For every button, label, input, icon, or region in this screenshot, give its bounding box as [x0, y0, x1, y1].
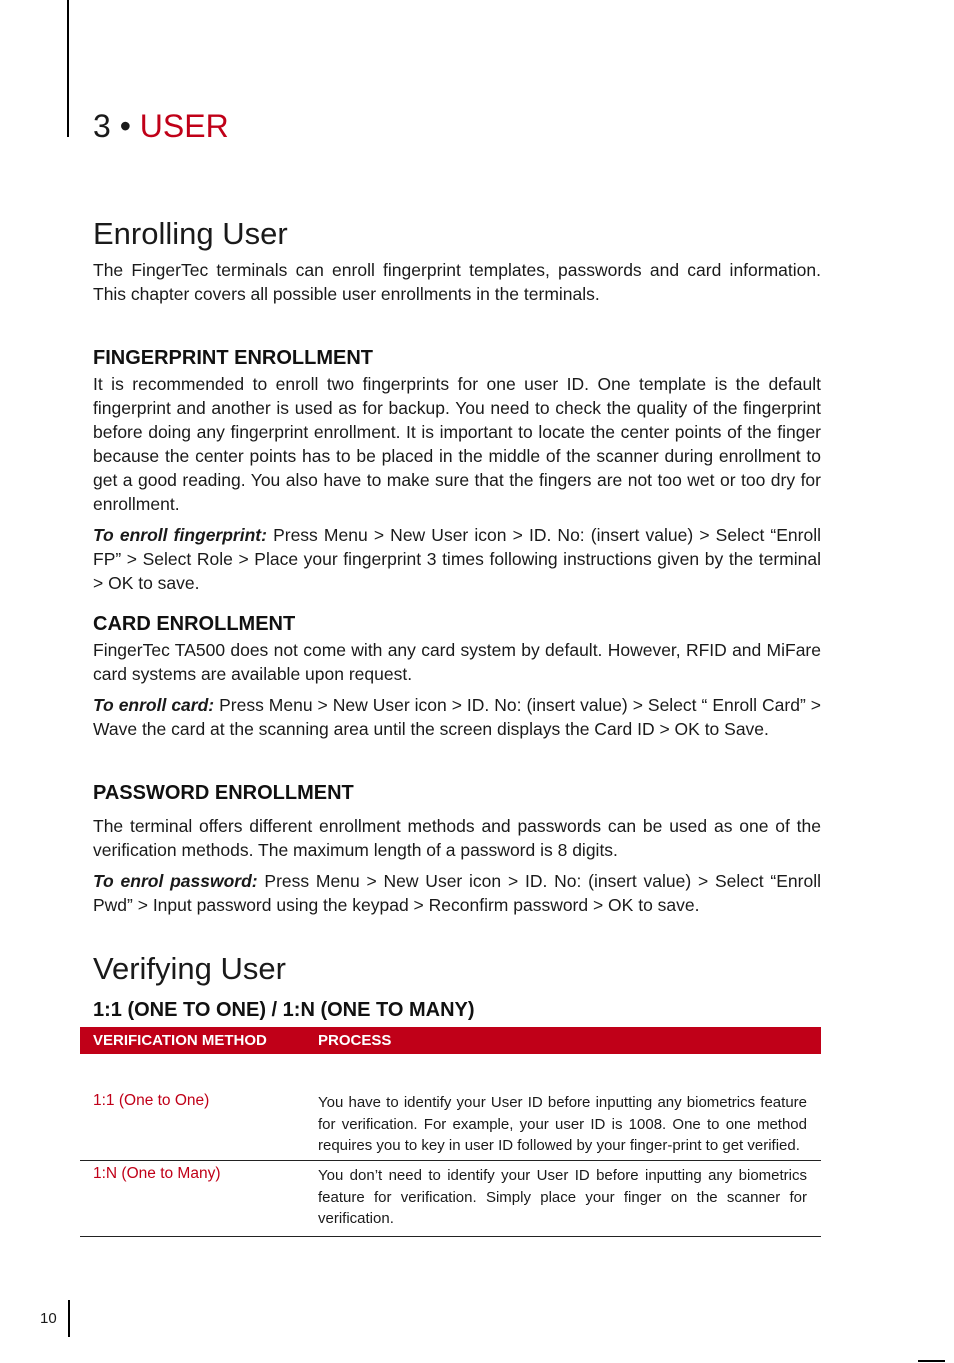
- chapter-number: 3: [93, 108, 111, 144]
- row-method: 1:1 (One to One): [93, 1092, 210, 1109]
- card-steps-text: Press Menu > New User icon > ID. No: (insert value) > Select “ Enroll Card” > Wave the card at the scanning area until the screen displays the Card ID > OK to Save.: [93, 695, 821, 739]
- chapter-title: [93, 106, 229, 146]
- fingerprint-heading: FINGERPRINT ENROLLMENT: [93, 347, 373, 369]
- corner-rule: [918, 1360, 945, 1362]
- chapter-rule: [67, 0, 69, 137]
- page-number: 10: [40, 1310, 57, 1327]
- password-steps-text: Press Menu > New User icon > ID. No: (insert value) > Select “Enroll Pwd” > Input password using the keypad > Reconfirm password > OK to save.: [93, 871, 821, 915]
- table-header: [80, 1027, 821, 1054]
- chapter-bullet: •: [119, 108, 131, 144]
- password-steps: [93, 869, 821, 917]
- password-steps-label: To enrol password:: [93, 871, 258, 891]
- fingerprint-steps-label: To enroll fingerprint:: [93, 525, 267, 545]
- fingerprint-steps: [93, 523, 821, 595]
- chapter-name: USER: [139, 108, 229, 144]
- header-process: PROCESS: [318, 1032, 392, 1049]
- row-process: You have to identify your User ID before inputting any biometrics feature for verification. For example, your user ID is 1008. One to one method requires you to key in user ID followed by your finger-print to get verified.: [318, 1094, 807, 1154]
- enrolling-intro: The FingerTec terminals can enroll fingerprint templates, passwords and card information. This chapter covers all possible user enrollments in the terminals.: [93, 260, 821, 304]
- card-steps-label: To enroll card:: [93, 695, 215, 715]
- password-heading: PASSWORD ENROLLMENT: [93, 782, 354, 804]
- row-process: You don’t need to identify your User ID before inputting any biometrics feature for verification. Simply place your finger on the scanner for verification.: [318, 1167, 807, 1227]
- fingerprint-body: It is recommended to enroll two fingerprints for one user ID. One template is the default fingerprint and another is used as for backup. You need to check the quality of the fingerprint before doing any fingerprint enrollment. It is important to locate the center points of the finger because the center points has to be placed in the middle of the scanner during enrollment to get a good reading. You also have to make sure that the fingers are not too wet or too dry for enrollment.: [93, 374, 821, 514]
- verifying-subheading: 1:1 (ONE TO ONE) / 1:N (ONE TO MANY): [93, 999, 475, 1021]
- fingerprint-steps-text: Press Menu > New User icon > ID. No: (insert value) > Select “Enroll FP” > Select Role > Place your fingerprint 3 times following instructions given by the terminal > OK to save.: [93, 525, 821, 593]
- table-row: [80, 1054, 821, 1161]
- verification-table: [80, 1027, 821, 1237]
- row-method: 1:N (One to Many): [93, 1165, 221, 1182]
- card-body: FingerTec TA500 does not come with any card system by default. However, RFID and MiFare card systems are available upon request.: [93, 640, 821, 684]
- header-verification-method: VERIFICATION METHOD: [93, 1032, 267, 1049]
- footer-rule: [68, 1300, 70, 1337]
- verifying-heading: Verifying User: [93, 951, 286, 986]
- table-row: [80, 1161, 821, 1237]
- enrolling-heading: Enrolling User: [93, 216, 288, 251]
- card-heading: CARD ENROLLMENT: [93, 613, 296, 635]
- password-body: The terminal offers different enrollment methods and passwords can be used as one of the verification methods. The maximum length of a password is 8 digits.: [93, 816, 821, 860]
- card-steps: [93, 693, 821, 741]
